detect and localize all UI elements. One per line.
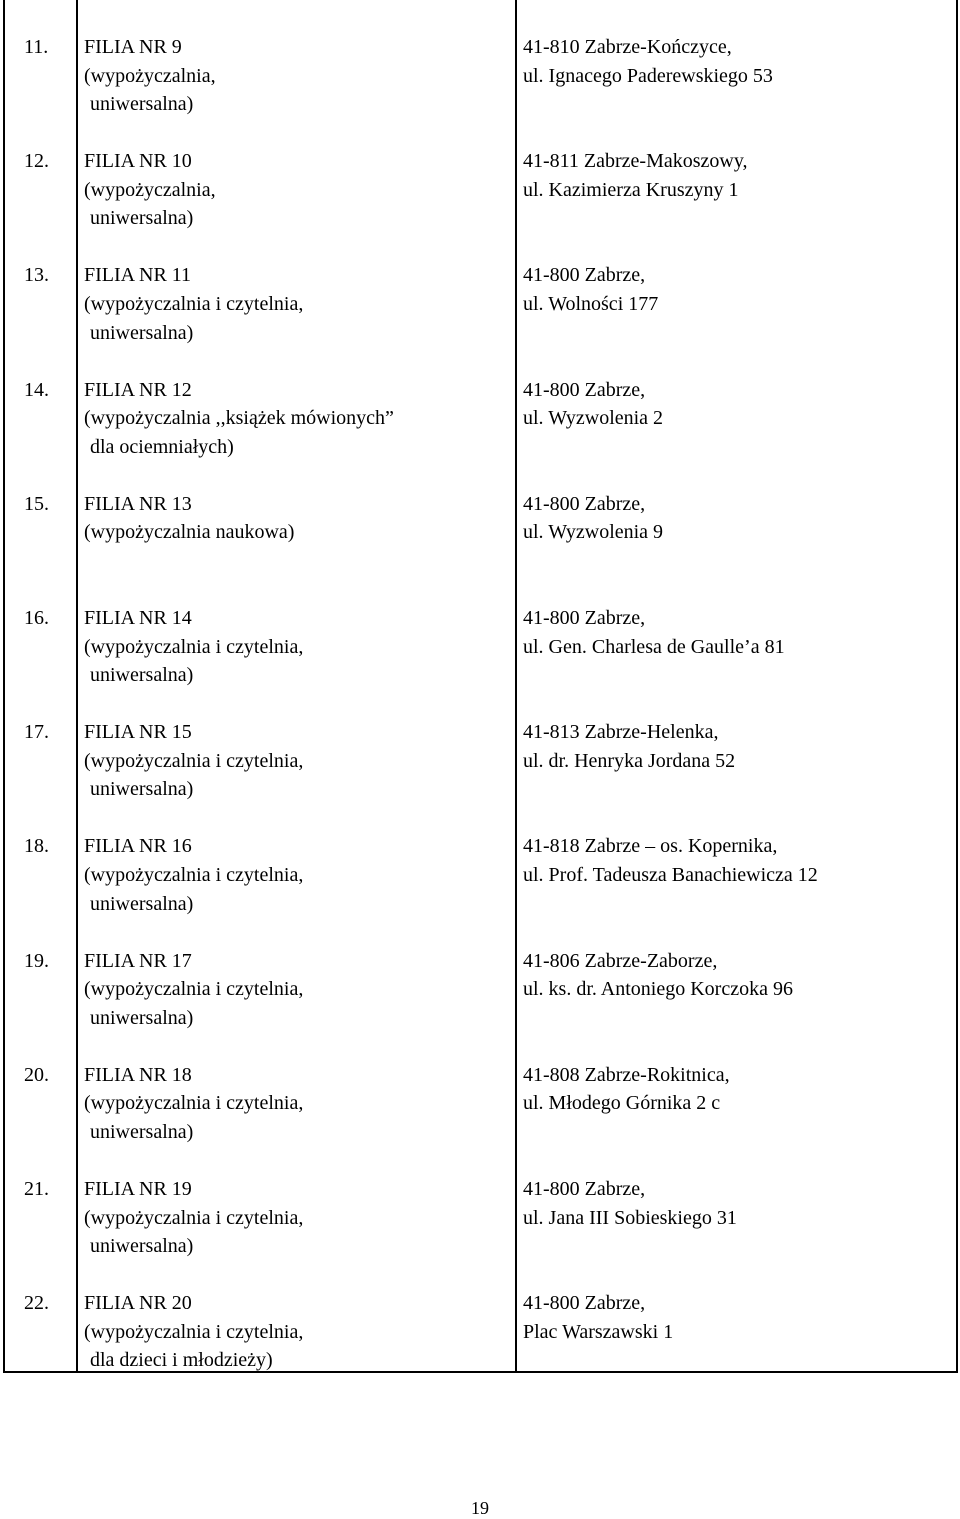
address-line: 41-813 Zabrze-Helenka,: [523, 721, 719, 744]
branch-name-line: (wypożyczalnia i czytelnia,: [84, 863, 304, 886]
row-number: 20.: [24, 1063, 49, 1086]
address-line: 41-800 Zabrze,: [523, 1292, 646, 1315]
table-row: [0, 261, 960, 375]
branch-name-line: FILIA NR 14: [84, 607, 192, 629]
row-number: 11.: [24, 36, 49, 58]
branch-address: [523, 490, 953, 547]
address-line: ul. Kazimierza Kruszyny 1: [523, 178, 739, 201]
branch-name-line: (wypożyczalnia,: [84, 64, 216, 87]
row-number: 12.: [24, 150, 49, 173]
branch-address: [523, 33, 953, 90]
table-row: [0, 490, 960, 604]
branch-name: [84, 1289, 504, 1375]
branch-name: [84, 832, 504, 918]
table-row: [0, 947, 960, 1061]
branch-address: [523, 832, 953, 889]
branch-name: [84, 947, 504, 1033]
branch-name-line: FILIA NR 20: [84, 1292, 192, 1315]
branch-name-line: (wypożyczalnia i czytelnia,: [84, 978, 304, 1001]
row-number: 17.: [24, 721, 49, 744]
branch-name-line: uniwersalna): [90, 892, 194, 915]
branch-name-line: dla dzieci i młodzieży): [90, 1349, 273, 1372]
branch-name-line: uniwersalna): [90, 93, 194, 116]
branch-name-line: (wypożyczalnia i czytelnia,: [84, 1092, 304, 1115]
branch-name: [84, 718, 504, 804]
table-row: [0, 33, 960, 147]
address-line: ul. dr. Henryka Jordana 52: [523, 749, 736, 772]
address-line: Plac Warszawski 1: [523, 1320, 674, 1343]
branch-name-line: (wypożyczalnia i czytelnia,: [84, 749, 304, 772]
branch-name-line: dla ociemniałych): [90, 435, 234, 458]
branch-name-line: uniwersalna): [90, 321, 194, 344]
branch-name-line: FILIA NR 12: [84, 378, 192, 401]
table-row: [0, 604, 960, 718]
address-line: ul. Ignacego Paderewskiego 53: [523, 64, 773, 87]
branch-address: [523, 604, 953, 661]
row-number: 16.: [24, 607, 49, 629]
table-row: [0, 832, 960, 946]
address-line: 41-810 Zabrze-Kończyce,: [523, 36, 732, 58]
address-line: ul. Wolności 177: [523, 292, 659, 315]
branch-name-line: FILIA NR 16: [84, 835, 192, 858]
branch-name-line: FILIA NR 15: [84, 721, 192, 744]
branch-name-line: (wypożyczalnia ,,książek mówionych”: [84, 407, 394, 430]
address-line: 41-806 Zabrze-Zaborze,: [523, 949, 718, 972]
branch-name-line: FILIA NR 13: [84, 492, 192, 515]
branch-name-line: FILIA NR 17: [84, 949, 192, 972]
address-line: ul. Wyzwolenia 2: [523, 407, 664, 430]
branch-address: [523, 1289, 953, 1346]
branch-name-line: FILIA NR 19: [84, 1178, 192, 1200]
row-number: 19.: [24, 949, 49, 972]
table-row: [0, 376, 960, 490]
branch-address: [523, 261, 953, 318]
branch-name-line: uniwersalna): [90, 778, 194, 801]
branch-name-line: (wypożyczalnia,: [84, 178, 216, 201]
address-line: 41-800 Zabrze,: [523, 492, 646, 515]
branch-address: [523, 947, 953, 1004]
table-row: [0, 1289, 960, 1403]
address-line: 41-800 Zabrze,: [523, 607, 646, 629]
address-line: 41-818 Zabrze – os. Kopernika,: [523, 835, 778, 858]
table-row: [0, 1061, 960, 1175]
page-number: 19: [471, 1498, 489, 1518]
table-row: [0, 147, 960, 261]
row-number: 15.: [24, 492, 49, 515]
branch-name-line: (wypożyczalnia naukowa): [84, 521, 295, 544]
branch-name: [84, 1061, 504, 1147]
address-line: 41-808 Zabrze-Rokitnica,: [523, 1063, 730, 1086]
branch-address: [523, 147, 953, 204]
branch-name: [84, 33, 504, 119]
branch-name-line: FILIA NR 18: [84, 1063, 192, 1086]
address-line: ul. Wyzwolenia 9: [523, 521, 664, 544]
table-row: [0, 1175, 960, 1289]
branch-name: [84, 147, 504, 233]
address-line: ul. Gen. Charlesa de Gaulle’a 81: [523, 635, 785, 658]
branch-name: [84, 490, 504, 547]
address-line: 41-800 Zabrze,: [523, 378, 646, 401]
branch-name: [84, 261, 504, 347]
branch-name-line: FILIA NR 9: [84, 36, 182, 58]
row-number: 22.: [24, 1292, 49, 1315]
address-line: 41-811 Zabrze-Makoszowy,: [523, 150, 748, 173]
branch-name-line: (wypożyczalnia i czytelnia,: [84, 292, 304, 315]
row-number: 14.: [24, 378, 49, 401]
branch-name: [84, 1175, 504, 1261]
address-line: ul. ks. dr. Antoniego Korczoka 96: [523, 978, 793, 1001]
branch-address: [523, 376, 953, 433]
branch-name-line: uniwersalna): [90, 1235, 194, 1258]
branch-name-line: uniwersalna): [90, 1006, 194, 1029]
row-number: 21.: [24, 1178, 49, 1200]
branch-name-line: uniwersalna): [90, 207, 194, 230]
branch-address: [523, 1061, 953, 1118]
row-number: 18.: [24, 835, 49, 858]
row-number: 13.: [24, 264, 49, 287]
address-line: ul. Jana III Sobieskiego 31: [523, 1206, 737, 1229]
branch-name: [84, 604, 504, 690]
branch-name-line: FILIA NR 11: [84, 264, 192, 287]
branch-name-line: (wypożyczalnia i czytelnia,: [84, 1320, 304, 1343]
branch-name-line: FILIA NR 10: [84, 150, 192, 173]
address-line: 41-800 Zabrze,: [523, 264, 646, 287]
address-line: ul. Prof. Tadeusza Banachiewicza 12: [523, 863, 818, 886]
address-line: ul. Młodego Górnika 2 c: [523, 1092, 721, 1115]
branch-address: [523, 1175, 953, 1232]
branch-name-line: uniwersalna): [90, 1120, 194, 1143]
branch-name-line: uniwersalna): [90, 664, 194, 687]
branch-name: [84, 376, 504, 462]
branch-name-line: (wypożyczalnia i czytelnia,: [84, 1206, 304, 1229]
branch-name-line: (wypożyczalnia i czytelnia,: [84, 635, 304, 658]
table-row: [0, 718, 960, 832]
branch-address: [523, 718, 953, 775]
address-line: 41-800 Zabrze,: [523, 1178, 646, 1200]
